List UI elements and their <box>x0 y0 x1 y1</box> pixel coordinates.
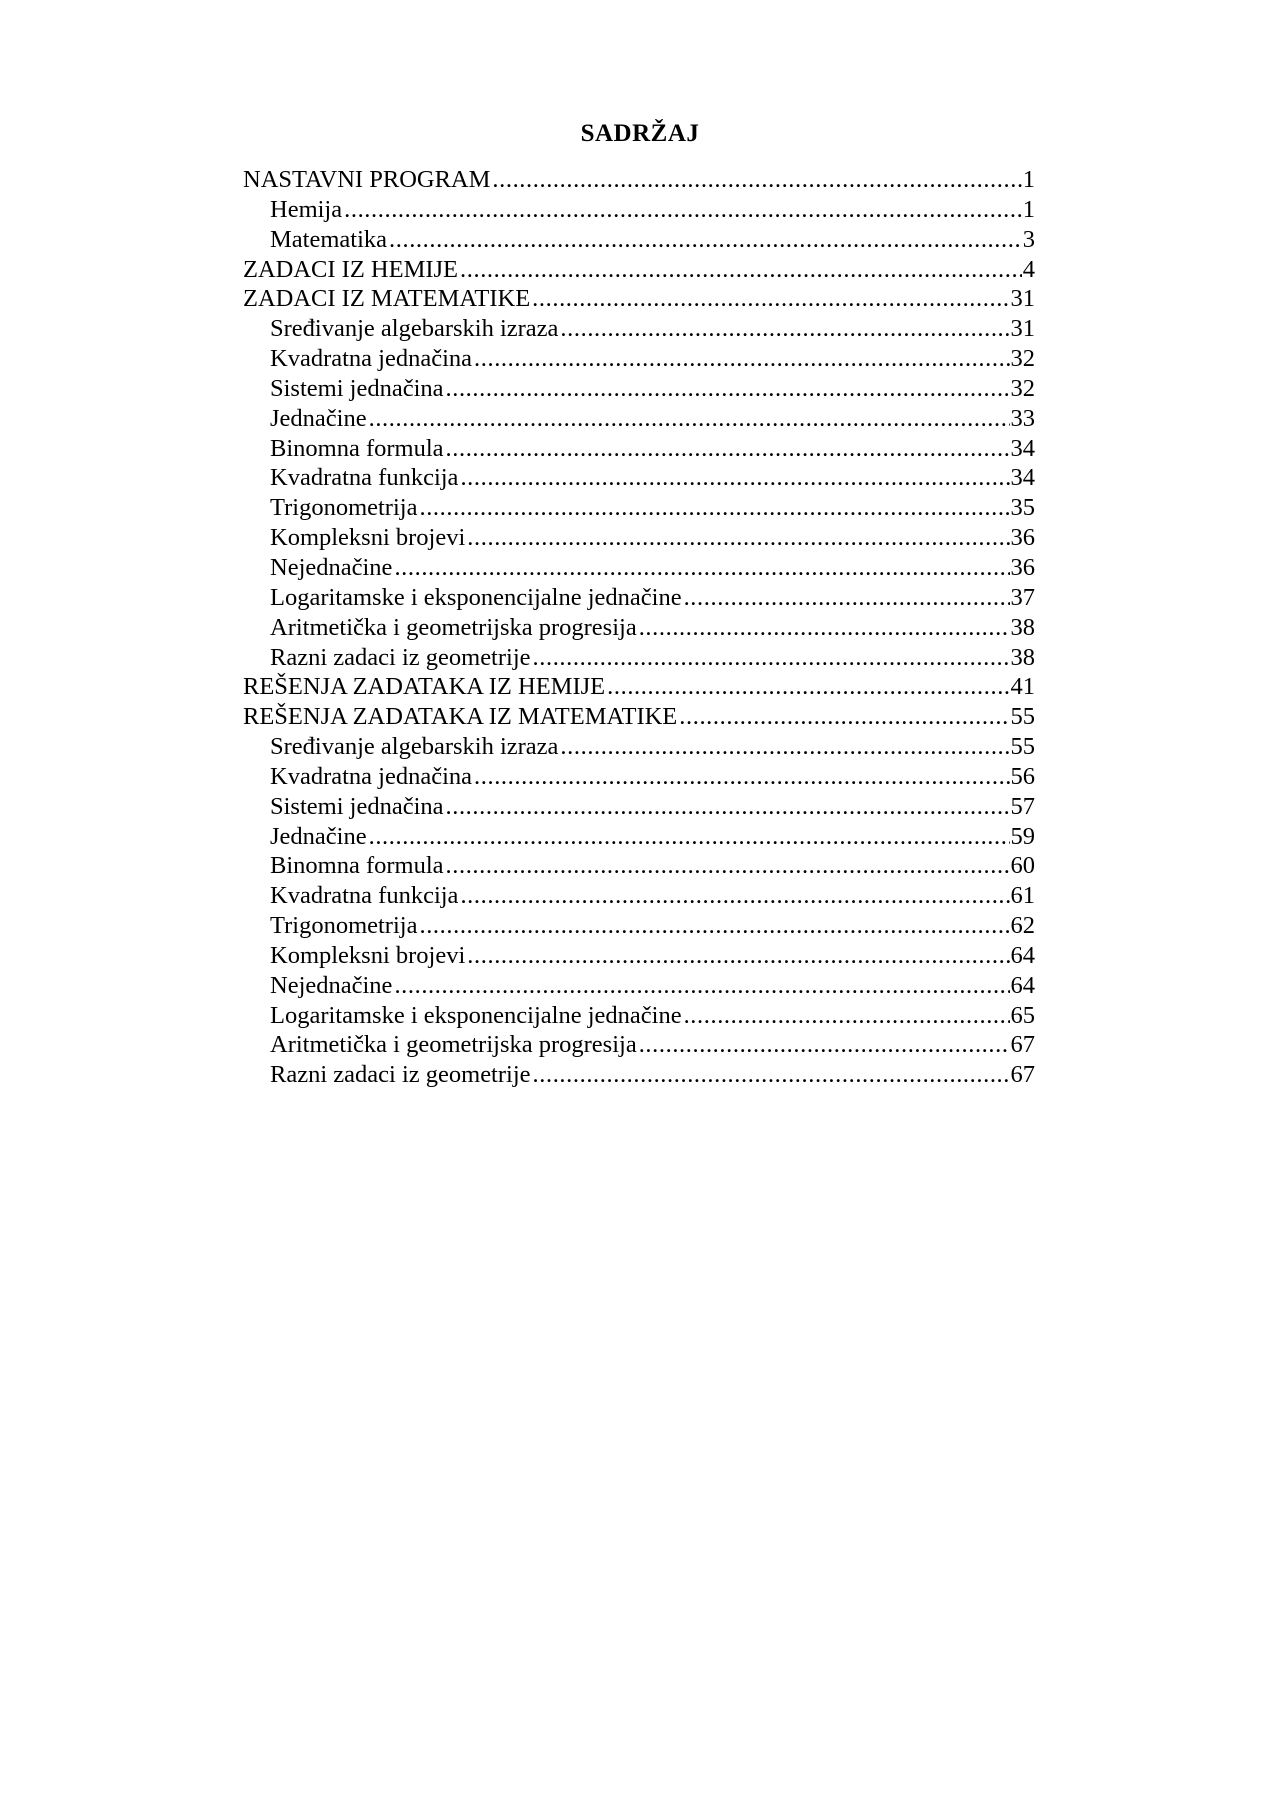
toc-entry-label: Binomna formula <box>270 852 444 880</box>
toc-entry-label: Hemija <box>270 195 343 223</box>
toc-dot-leader <box>369 822 1010 852</box>
toc-dot-leader <box>419 911 1009 941</box>
toc-entry-label: ZADACI IZ MATEMATIKE <box>243 285 531 313</box>
toc-dot-leader <box>446 374 1010 404</box>
toc-dot-leader <box>684 1001 1010 1031</box>
toc-subsection-entry[interactable] <box>243 225 1035 255</box>
toc-subsection-entry[interactable] <box>243 881 1035 911</box>
toc-dot-leader <box>533 1060 1010 1090</box>
toc-subsection-entry[interactable] <box>243 643 1035 673</box>
toc-page-number: 61 <box>1010 882 1035 910</box>
toc-subsection-entry[interactable] <box>243 613 1035 643</box>
toc-dot-leader <box>684 583 1010 613</box>
toc-subsection-entry[interactable] <box>243 1030 1035 1060</box>
toc-entry-label: Aritmetička i geometrijska progresija <box>270 1031 637 1059</box>
toc-entry-label: Matematika <box>270 225 388 253</box>
toc-subsection-entry[interactable] <box>243 1001 1035 1031</box>
toc-subsection-entry[interactable] <box>243 195 1035 225</box>
toc-dot-leader <box>389 225 1022 255</box>
toc-dot-leader <box>460 463 1009 493</box>
toc-subsection-entry[interactable] <box>243 822 1035 852</box>
toc-dot-leader <box>419 493 1009 523</box>
toc-dot-leader <box>467 523 1009 553</box>
toc-subsection-entry[interactable] <box>243 404 1035 434</box>
toc-section-entry[interactable] <box>243 165 1035 195</box>
toc-page-number: 31 <box>1010 285 1035 313</box>
toc-entry-label: Kvadratna jednačina <box>270 345 473 373</box>
toc-subsection-entry[interactable] <box>243 792 1035 822</box>
toc-page-number: 32 <box>1010 345 1035 373</box>
toc-subsection-entry[interactable] <box>243 553 1035 583</box>
toc-page-number: 38 <box>1010 613 1035 641</box>
toc-page-number: 37 <box>1010 583 1035 611</box>
toc-dot-leader <box>533 643 1010 673</box>
toc-subsection-entry[interactable] <box>243 971 1035 1001</box>
toc-dot-leader <box>492 165 1021 195</box>
toc-page-number: 34 <box>1010 434 1035 462</box>
toc-subsection-entry[interactable] <box>243 851 1035 881</box>
toc-subsection-entry[interactable] <box>243 941 1035 971</box>
toc-dot-leader <box>467 941 1009 971</box>
toc-page-number: 64 <box>1010 941 1035 969</box>
toc-page-number: 31 <box>1010 315 1035 343</box>
toc-section-entry[interactable] <box>243 672 1035 702</box>
toc-dot-leader <box>532 284 1009 314</box>
toc-entry-label: ZADACI IZ HEMIJE <box>243 255 459 283</box>
toc-entry-label: Nejednačine <box>270 553 393 581</box>
toc-dot-leader <box>639 613 1010 643</box>
toc-entry-label: NASTAVNI PROGRAM <box>243 166 491 193</box>
toc-page-number: 32 <box>1010 374 1035 402</box>
toc-entry-label: REŠENJA ZADATAKA IZ MATEMATIKE <box>243 703 678 731</box>
toc-entry-label: Trigonometrija <box>270 494 418 522</box>
toc-page-number: 4 <box>1022 255 1035 283</box>
toc-section-entry[interactable] <box>243 284 1035 314</box>
toc-entry-label: Kvadratna jednačina <box>270 762 473 790</box>
toc-section-entry[interactable] <box>243 702 1035 732</box>
toc-entry-label: Aritmetička i geometrijska progresija <box>270 613 637 641</box>
toc-dot-leader <box>639 1030 1010 1060</box>
toc-subsection-entry[interactable] <box>243 374 1035 404</box>
toc-page-number: 3 <box>1022 225 1035 253</box>
toc-entry-label: Kompleksni brojevi <box>270 941 466 969</box>
toc-dot-leader <box>446 792 1010 822</box>
toc-page-number: 33 <box>1010 404 1035 432</box>
toc-entry-label: Jednačine <box>270 404 367 432</box>
toc-page-number: 1 <box>1022 166 1035 193</box>
toc-dot-leader <box>474 344 1009 374</box>
toc-page-number: 62 <box>1010 912 1035 940</box>
toc-dot-leader <box>679 702 1009 732</box>
toc-page-number: 55 <box>1010 733 1035 761</box>
toc-entry-label: Trigonometrija <box>270 912 418 940</box>
toc-entry-label: Kvadratna funkcija <box>270 882 459 910</box>
toc-entry-label: Sistemi jednačina <box>270 792 444 820</box>
toc-dot-leader <box>394 971 1009 1001</box>
toc-page-number: 38 <box>1010 643 1035 671</box>
toc-entry-label: REŠENJA ZADATAKA IZ HEMIJE <box>243 673 606 701</box>
toc-dot-leader <box>369 404 1010 434</box>
toc-subsection-entry[interactable] <box>243 523 1035 553</box>
toc-dot-leader <box>607 672 1009 702</box>
toc-entry-label: Nejednačine <box>270 971 393 999</box>
toc-dot-leader <box>560 732 1009 762</box>
toc-dot-leader <box>460 255 1022 285</box>
toc-subsection-entry[interactable] <box>243 1060 1035 1090</box>
toc-entry-label: Jednačine <box>270 822 367 850</box>
toc-entry-label: Sređivanje algebarskih izraza <box>270 733 559 761</box>
toc-dot-leader <box>394 553 1009 583</box>
toc-dot-leader <box>344 195 1022 225</box>
toc-subsection-entry[interactable] <box>243 493 1035 523</box>
toc-entry-label: Logaritamske i eksponencijalne jednačine <box>270 1001 682 1029</box>
toc-page-number: 55 <box>1010 703 1035 731</box>
toc-dot-leader <box>446 434 1010 464</box>
toc-entry-label: Sređivanje algebarskih izraza <box>270 315 559 343</box>
toc-entry-label: Logaritamske i eksponencijalne jednačine <box>270 583 682 611</box>
toc-title: SADRŽAJ <box>580 120 700 147</box>
toc-subsection-entry[interactable] <box>243 344 1035 374</box>
toc-page-number: 34 <box>1010 464 1035 492</box>
toc-page-number: 57 <box>1010 792 1035 820</box>
toc-entry-label: Razni zadaci iz geometrije <box>270 1061 531 1089</box>
toc-entry-label: Razni zadaci iz geometrije <box>270 643 531 671</box>
toc-entry-label: Kompleksni brojevi <box>270 524 466 552</box>
toc-page-number: 64 <box>1010 971 1035 999</box>
toc-subsection-entry[interactable] <box>243 314 1035 344</box>
toc-subsection-entry[interactable] <box>243 762 1035 792</box>
toc-section-entry[interactable] <box>243 255 1035 285</box>
toc-subsection-entry[interactable] <box>243 434 1035 464</box>
toc-dot-leader <box>560 314 1009 344</box>
table-of-contents <box>243 165 1035 1090</box>
toc-dot-leader <box>460 881 1009 911</box>
toc-page-number: 36 <box>1010 524 1035 552</box>
toc-entry-label: Kvadratna funkcija <box>270 464 459 492</box>
toc-subsection-entry[interactable] <box>243 583 1035 613</box>
toc-page-number: 67 <box>1010 1031 1035 1059</box>
toc-dot-leader <box>446 851 1010 881</box>
toc-page-number: 41 <box>1010 673 1035 701</box>
toc-subsection-entry[interactable] <box>243 463 1035 493</box>
toc-page-number: 59 <box>1010 822 1035 850</box>
toc-page-number: 60 <box>1010 852 1035 880</box>
toc-page-number: 36 <box>1010 553 1035 581</box>
toc-dot-leader <box>474 762 1009 792</box>
toc-entry-label: Sistemi jednačina <box>270 374 444 402</box>
toc-page-number: 65 <box>1010 1001 1035 1029</box>
toc-page-number: 35 <box>1010 494 1035 522</box>
toc-subsection-entry[interactable] <box>243 732 1035 762</box>
toc-page-number: 1 <box>1022 195 1035 223</box>
toc-subsection-entry[interactable] <box>243 911 1035 941</box>
toc-entry-label: Binomna formula <box>270 434 444 462</box>
toc-page-number: 67 <box>1010 1061 1035 1089</box>
toc-page-number: 56 <box>1010 762 1035 790</box>
